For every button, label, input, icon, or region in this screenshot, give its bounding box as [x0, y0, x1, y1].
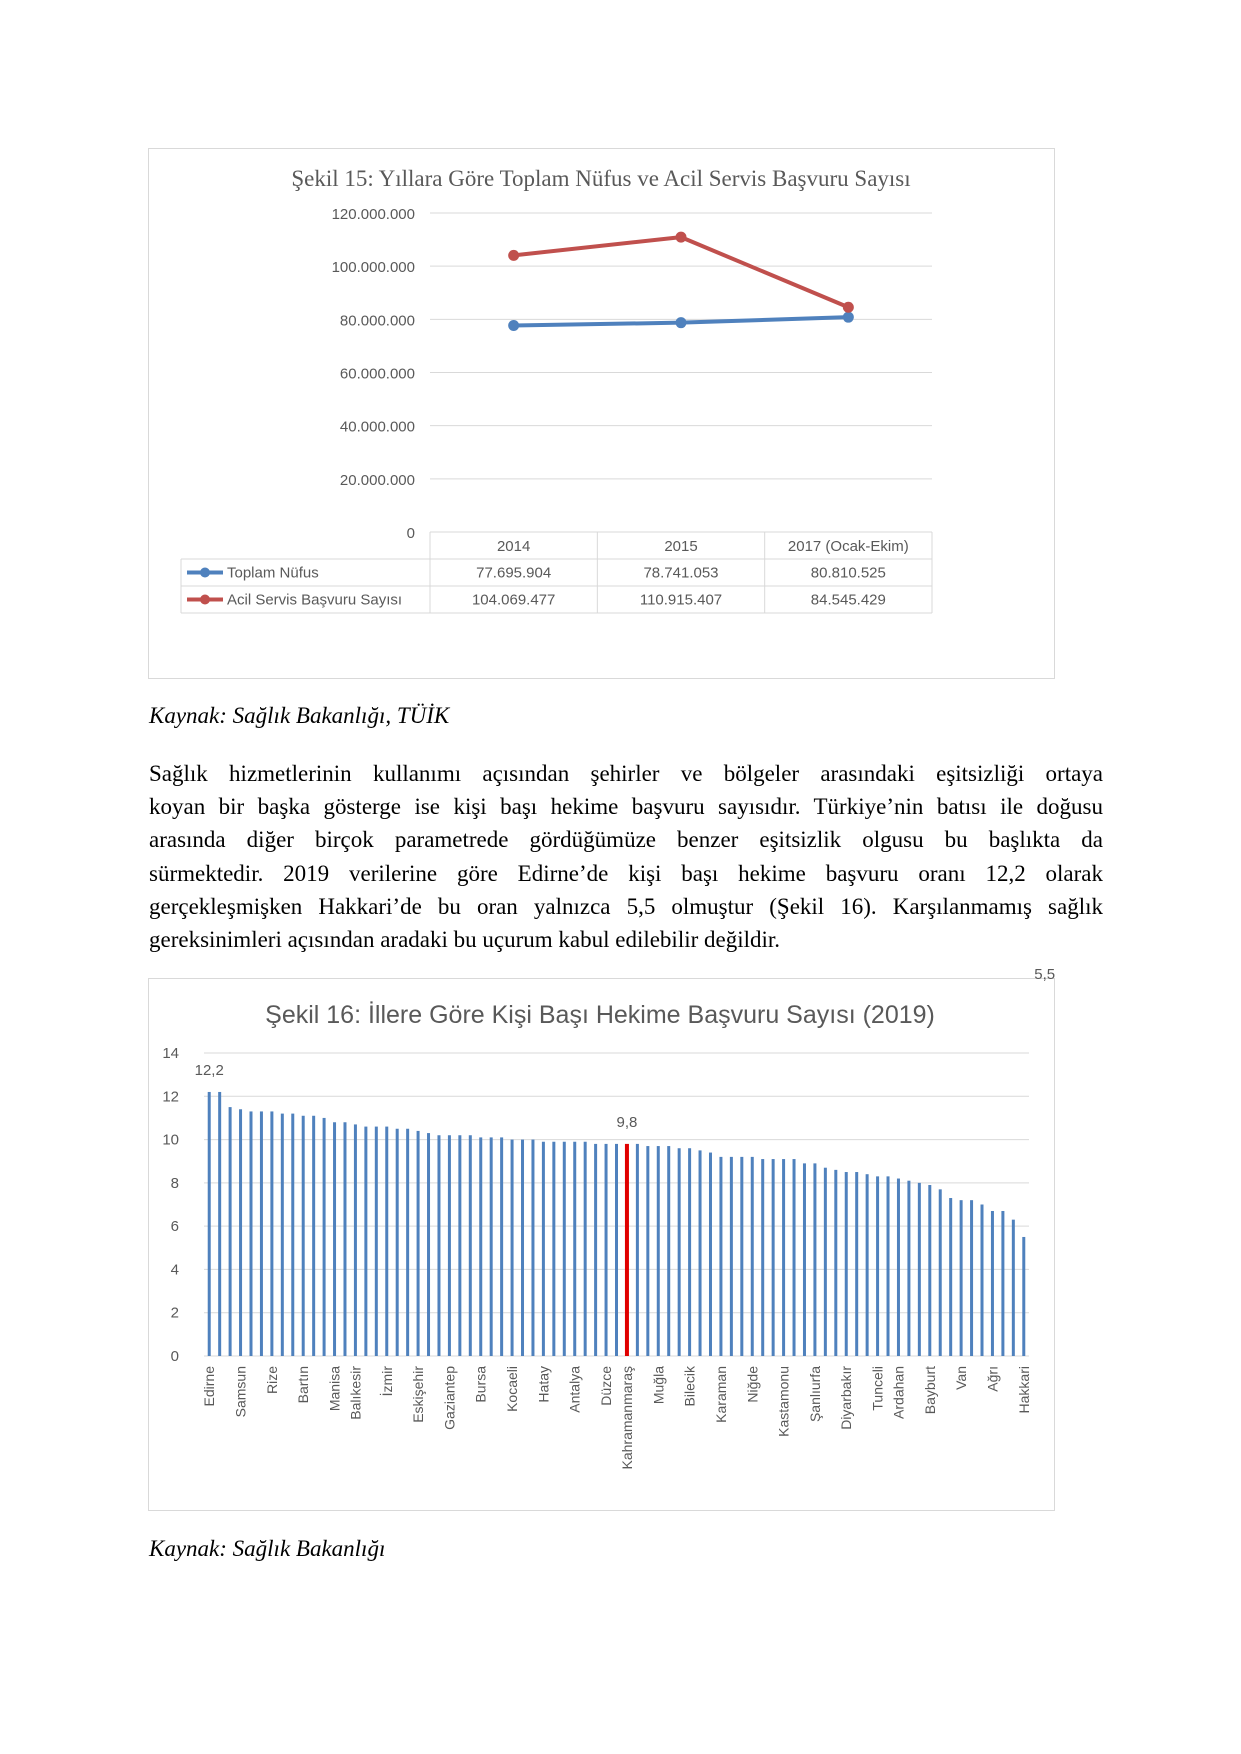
figure-15-source-caption: Kaynak: Sağlık Bakanlığı, TÜİK: [149, 703, 450, 728]
bar: [594, 1144, 597, 1356]
bar: [500, 1137, 503, 1356]
bar: [1012, 1220, 1015, 1356]
y-tick-label: 40.000.000: [339, 418, 415, 436]
bar: [573, 1142, 576, 1356]
bar: [605, 1144, 608, 1356]
body-paragraph: [149, 757, 1103, 956]
bar: [542, 1142, 545, 1356]
x-category-label: Bursa: [472, 1366, 489, 1403]
x-axis-tick-labels: [201, 1365, 1032, 1469]
bar: [312, 1116, 315, 1356]
bar: [417, 1131, 420, 1356]
bar: [615, 1144, 618, 1356]
chart-series: [508, 232, 854, 331]
bar: [772, 1159, 775, 1356]
table-value: 80.810.525: [810, 564, 886, 582]
bar: [396, 1129, 399, 1356]
x-category-label: Eskişehir: [410, 1366, 427, 1423]
bar: [678, 1148, 681, 1356]
bar: [531, 1140, 534, 1356]
x-category-label: Şanlıurfa: [806, 1366, 823, 1423]
legend-series-name: Toplam Nüfus: [227, 564, 319, 582]
bar: [907, 1181, 910, 1356]
table-value: 77.695.904: [476, 564, 552, 582]
bar: [824, 1168, 827, 1356]
x-category-label: Ağrı: [984, 1366, 1001, 1392]
bar: [323, 1118, 326, 1356]
bar: [960, 1200, 963, 1356]
x-category-label: Karaman: [712, 1366, 729, 1423]
legend-marker: [200, 568, 210, 578]
y-tick-label: 20.000.000: [339, 471, 415, 489]
x-category-label: Gaziantep: [441, 1366, 458, 1430]
data-label: 5,5: [1034, 966, 1056, 983]
y-axis-tick-labels: [162, 1045, 179, 1365]
bar: [584, 1142, 587, 1356]
bar: [375, 1127, 378, 1356]
bar: [208, 1092, 211, 1356]
bar: [730, 1157, 733, 1356]
bar: [437, 1135, 440, 1356]
bar: [229, 1107, 232, 1356]
x-category-label: Antalya: [566, 1366, 583, 1413]
bar: [751, 1157, 754, 1356]
chart-bars: [208, 1092, 1026, 1356]
chart-data-table: [181, 532, 932, 613]
line-chart-svg: [149, 149, 1054, 678]
bar: [1001, 1211, 1004, 1356]
x-category-label: Niğde: [744, 1366, 761, 1403]
x-category-label: Balıkesir: [347, 1366, 364, 1420]
x-category-label: 2015: [664, 538, 698, 555]
bar: [406, 1129, 409, 1356]
bar: [427, 1133, 430, 1356]
bar: [354, 1124, 357, 1356]
data-label: 9,8: [616, 1113, 638, 1131]
bar: [834, 1170, 837, 1356]
bar: [803, 1163, 806, 1356]
data-point: [843, 312, 854, 323]
bar: [270, 1111, 273, 1356]
bar: [521, 1140, 524, 1356]
table-value: 110.915.407: [639, 591, 723, 609]
paragraph-line: Sağlık hizmetlerinin kullanımı açısından şehirler ve bölgeler arasındaki eşitsizliği ortaya: [149, 761, 1103, 786]
series-line-acil-servis: [514, 237, 849, 307]
bar: [479, 1137, 482, 1356]
y-tick-label: 120.000.000: [331, 206, 415, 223]
paragraph-line: sürmektedir. 2019 verilerine göre Edirne’de kişi başı hekime başvuru oranı 12,2 olarak: [149, 860, 1103, 886]
bar: [876, 1176, 879, 1356]
bar-chart-figure-16: [148, 966, 1056, 1511]
paragraph-line: gereksinimleri açısından aradaki bu uçurum kabul edilebilir değildir.: [149, 926, 781, 952]
x-category-label: Samsun: [232, 1366, 249, 1418]
data-label: 12,2: [194, 1061, 224, 1079]
bar: [897, 1179, 900, 1356]
x-category-label: Hatay: [535, 1366, 552, 1403]
chart-title: Şekil 15: Yıllara Göre Toplam Nüfus ve Acil Servis Başvuru Sayısı: [291, 166, 911, 191]
x-category-label: 2014: [496, 538, 531, 555]
table-value: 84.545.429: [810, 591, 886, 609]
data-point: [508, 320, 519, 331]
data-point: [676, 232, 687, 243]
x-category-label: Tunceli: [869, 1366, 886, 1411]
data-point: [676, 317, 687, 328]
bar: [719, 1157, 722, 1356]
x-category-label: Ardahan: [890, 1366, 907, 1419]
x-category-label: Kahramanmaraş: [618, 1366, 635, 1470]
y-tick-label: 0: [406, 525, 415, 542]
bar: [291, 1114, 294, 1356]
bar: [761, 1159, 764, 1356]
bar: [490, 1137, 493, 1356]
bar: [636, 1144, 639, 1356]
bar: [646, 1146, 649, 1356]
bar: [563, 1142, 566, 1356]
y-tick-label: 4: [170, 1261, 179, 1279]
x-category-label: Rize: [263, 1366, 280, 1395]
bar: [991, 1211, 994, 1356]
paragraph-line: gerçekleşmişken Hakkari’de bu oran yalnızca 5,5 olmuştur (Şekil 16). Karşılanmamış sağlık: [149, 893, 1103, 919]
y-axis-tick-labels: [332, 206, 415, 542]
x-category-label: İzmir: [378, 1366, 395, 1397]
bar: [511, 1140, 514, 1356]
data-point: [508, 250, 519, 261]
bar-highlight: [625, 1144, 629, 1356]
bar: [782, 1159, 785, 1356]
bar: [928, 1185, 931, 1356]
chart-data-labels: [195, 966, 1055, 1131]
bar: [333, 1122, 336, 1356]
bar: [699, 1150, 702, 1356]
bar: [469, 1135, 472, 1356]
bar: [709, 1153, 712, 1356]
x-category-label: Manisa: [326, 1366, 343, 1412]
x-category-label: Bayburt: [921, 1366, 938, 1415]
x-category-label: Bilecik: [681, 1366, 698, 1407]
chart-title: Şekil 16: İllere Göre Kişi Başı Hekime Başvuru Sayısı (2019): [265, 1001, 935, 1029]
bar: [343, 1122, 346, 1356]
data-point: [843, 302, 854, 313]
chart-gridlines: [430, 213, 932, 479]
x-category-label: Bartın: [295, 1366, 312, 1404]
x-category-label: Hakkari: [1015, 1366, 1032, 1414]
bar: [887, 1176, 890, 1356]
bar: [249, 1111, 252, 1356]
table-value: 104.069.477: [471, 591, 556, 609]
bar: [1022, 1237, 1025, 1356]
y-tick-label: 8: [170, 1174, 179, 1192]
y-tick-label: 14: [162, 1045, 179, 1062]
bar-chart-svg: [149, 966, 1056, 1510]
legend-marker: [200, 595, 210, 605]
y-tick-label: 80.000.000: [339, 312, 415, 330]
bar: [667, 1146, 670, 1356]
bar: [866, 1174, 869, 1356]
bar: [793, 1159, 796, 1356]
bar: [458, 1135, 461, 1356]
bar: [918, 1183, 921, 1356]
bar: [302, 1116, 305, 1356]
bar: [981, 1205, 984, 1357]
y-tick-label: 10: [162, 1131, 179, 1149]
bar: [813, 1163, 816, 1356]
bar: [970, 1200, 973, 1356]
paragraph-line: koyan bir başka gösterge ise kişi başı hekime başvuru sayısıdır. Türkiye’nin batısı ile doğusu: [149, 794, 1103, 820]
y-tick-label: 0: [170, 1348, 179, 1365]
y-tick-label: 6: [170, 1218, 179, 1236]
figure-16-source-caption: Kaynak: Sağlık Bakanlığı: [149, 1536, 386, 1561]
bar: [688, 1148, 691, 1356]
legend-series-name: Acil Servis Başvuru Sayısı: [227, 591, 403, 609]
bar: [949, 1198, 952, 1356]
x-category-label: Van: [953, 1366, 970, 1390]
table-value: 78.741.053: [643, 564, 719, 582]
bar: [260, 1111, 263, 1356]
x-category-label: Diyarbakır: [838, 1366, 855, 1430]
bar: [281, 1114, 284, 1356]
bar: [740, 1157, 743, 1356]
bar: [239, 1109, 242, 1356]
bar: [218, 1092, 221, 1356]
x-category-label: 2017 (Ocak-Ekim): [787, 538, 909, 555]
bar: [364, 1127, 367, 1356]
x-category-label: Düzce: [598, 1366, 615, 1406]
x-category-label: Edirne: [201, 1366, 218, 1407]
line-chart-figure-15: [148, 148, 1055, 679]
bar: [845, 1172, 848, 1356]
bar: [855, 1172, 858, 1356]
y-tick-label: 12: [162, 1088, 179, 1106]
bar: [448, 1135, 451, 1356]
bar: [657, 1146, 660, 1356]
y-tick-label: 100.000.000: [331, 259, 415, 277]
bar: [552, 1142, 555, 1356]
x-category-label: Muğla: [650, 1366, 667, 1405]
x-category-label: Kocaeli: [504, 1366, 521, 1412]
y-tick-label: 60.000.000: [339, 365, 415, 383]
y-tick-label: 2: [170, 1304, 179, 1322]
x-category-label: Kastamonu: [775, 1366, 792, 1437]
bar: [385, 1127, 388, 1356]
paragraph-line: arasında diğer birçok parametrede gördüğümüze benzer eşitsizlik olgusu bu başlıkta da: [149, 827, 1103, 853]
bar: [939, 1189, 942, 1356]
